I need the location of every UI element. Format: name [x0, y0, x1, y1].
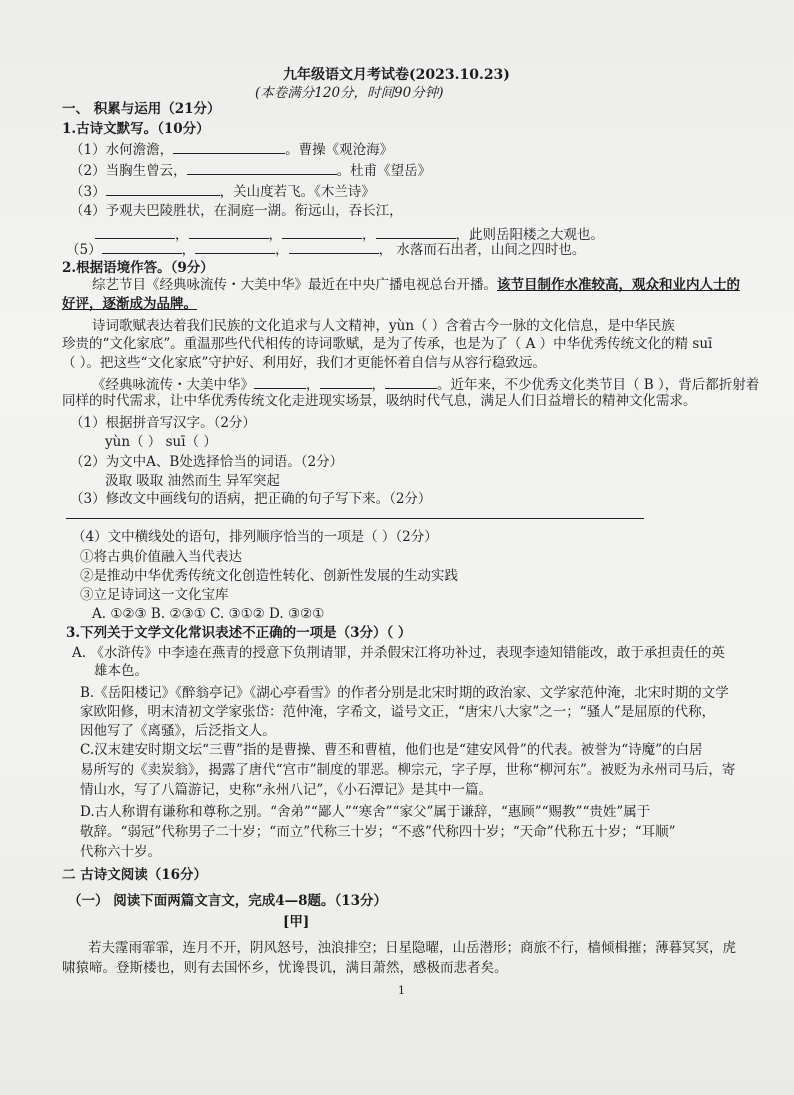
option-item: ②是推动中华优秀传统文化创造性转化、创新性发展的生动实践 [80, 568, 458, 584]
option-paragraph-line[interactable]: B.《岳阳楼记》《醉翁亭记》《湖心亭看雪》的作者分别是北宋时期的政治家、文学家范仲淹，北宋时期的文学 [80, 685, 729, 701]
answer-blank[interactable] [282, 224, 362, 239]
question-title: 3.下列关于文学文化常识表述不正确的一项是（3分）（ ） [66, 625, 412, 641]
passage-line: （ ）。把这些“文化家底”守护好、利用好，我们才更能怀着自信与从容行稳致远。 [62, 355, 546, 371]
underlined-sentence: 该节目制作水准较高，观众和业内人士的 [497, 277, 740, 293]
answer-blank[interactable] [195, 239, 275, 254]
question-line: （2）当胸生曾云， 。杜甫《望岳》 [70, 160, 431, 180]
question-line: （1）水何澹澹， 。曹操《观沧海》 [70, 139, 393, 159]
passage-line: 珍贵的“文化家底”。重温那些代代相传的诗词歌赋，是为了传承，也是为了（ A ）中华优秀传统文化的精 suī [62, 336, 713, 352]
answer-blank[interactable] [187, 160, 337, 175]
passage-line: 综艺节目《经典咏流传・大美中华》最近在中央广播电视总台开播。该节目制作水准较高，观众和业内人士的 [92, 277, 740, 293]
page-number: 1 [398, 984, 405, 997]
classical-text-line: 若夫霪雨霏霏，连月不开，阴风怒号，浊浪排空；日星隐曜，山岳潜形；商旅不行，樯倾楫摧；薄暮冥冥，虎 [88, 940, 736, 956]
answer-blank[interactable] [173, 139, 285, 154]
subquestion: （3）修改文中画线句的语病，把正确的句子写下来。（2分） [70, 491, 432, 507]
subquestion: （2）为文中A、B处选择恰当的词语。（2分） [70, 454, 344, 470]
option-paragraph-line: 家欧阳修，明末清初文学家张岱：范仲淹，字希文，谥号文正，“唐宋八大家”之一；“骚人”是屈原的代称， [80, 704, 716, 720]
choice-row[interactable]: A. ①②③ B. ②③① C. ③①② D. ③②① [92, 606, 325, 622]
answer-blank[interactable] [289, 239, 379, 254]
pinyin-answer-line[interactable]: yùn（ ） suī（ ） [105, 434, 217, 450]
answer-blank[interactable] [376, 224, 456, 239]
underlined-sentence: 好评，逐渐成为品牌。 [62, 296, 197, 312]
option-paragraph-line[interactable]: C.汉末建安时期文坛“三曹”指的是曹操、曹丕和曹植，他们也是“建安风骨”的代表。被誉为“诗魔”的白居 [80, 742, 703, 758]
option-paragraph-line[interactable]: D.古人称谓有谦称和尊称之别。“舍弟”“鄙人”“寒舍”“家父”属于谦辞，“惠顾”“赐教”“贵姓”属于 [80, 804, 651, 820]
passage-line: 同样的时代需求，让中华优秀传统文化走进现实场景，吸纳时代气息，满足人们日益增长的精神文化需求。 [62, 393, 697, 409]
question-line: ， ， ， ，此则岳阳楼之大观也。 [95, 224, 604, 244]
answer-line[interactable] [66, 518, 644, 519]
option-item: ①将古典价值融入当代表达 [80, 549, 242, 565]
option-item: ③立足诗词这一文化宝库 [80, 587, 229, 603]
subquestion: （1）根据拼音写汉字。（2分） [70, 415, 256, 431]
option-paragraph-line: 易所写的《卖炭翁》，揭露了唐代“宫市”制度的罪恶。柳宗元，字子厚，世称“柳河东”。被贬为永州司马后，寄 [80, 762, 736, 778]
option-paragraph-line: 代称六十岁。 [80, 844, 161, 860]
option-paragraph-line[interactable]: A. 《水浒传》中李逵在燕青的授意下负荆请罪，并杀假宋江将功补过，表现李逵知错能改，敢于承担责任的英 [72, 645, 725, 661]
exam-subtitle: (本卷满分120分，时间90分钟) [255, 85, 444, 101]
answer-blank[interactable] [385, 374, 437, 389]
option-paragraph-line: 雄本色。 [94, 663, 148, 679]
passage-line: 《经典咏流传・大美中华》 ， ， 。近年来，不少优秀文化类节目（ B ），背后都折射着 [92, 374, 759, 394]
answer-blank[interactable] [106, 181, 220, 196]
reading-instruction: （一） 阅读下面两篇文言文，完成4—8题。（13分） [68, 893, 388, 909]
question-line: （3） ，关山度若飞。《木兰诗》 [70, 181, 375, 201]
subquestion: （4）文中横线处的语句，排列顺序恰当的一项是（ ）（2分） [72, 529, 438, 545]
question-title: 2.根据语境作答。（9分） [62, 260, 214, 276]
passage-line: 诗词歌赋表达着我们民族的文化追求与人文精神，yùn（ ）含着古今一脉的文化信息，是中华民族 [92, 318, 675, 334]
exam-title: 九年级语文月考试卷(2023.10.23) [283, 67, 510, 83]
answer-blank[interactable] [102, 239, 182, 254]
option-paragraph-line: 因他写了《离骚》，后泛指文人。 [80, 723, 276, 739]
answer-blank[interactable] [189, 224, 269, 239]
answer-blank[interactable] [95, 224, 175, 239]
option-paragraph-line: 敬辞。“弱冠”代称男子二十岁；“而立”代称三十岁；“不惑”代称四十岁；“天命”代称五十岁；“耳顺” [80, 824, 676, 840]
answer-blank[interactable] [320, 374, 372, 389]
answer-blank[interactable] [254, 374, 306, 389]
question-title: 1.古诗文默写。（10分） [62, 121, 210, 137]
classical-text-line: 啸猿啼。登斯楼也，则有去国怀乡，忧谗畏讥，满目萧然，感极而悲者矣。 [62, 960, 508, 976]
section-heading: 一、 积累与运用（21分） [62, 101, 221, 117]
question-line: （5） ， ， ， 水落而石出者，山间之四时也。 [66, 239, 585, 259]
text-label: [甲] [283, 914, 310, 930]
word-options: 汲取 吸取 油然而生 异军突起 [105, 473, 280, 489]
section-heading: 二 古诗文阅读（16分） [62, 867, 207, 883]
question-line: （4）予观夫巴陵胜状，在洞庭一湖。衔远山，吞长江， [70, 203, 403, 219]
option-paragraph-line: 情山水，写了八篇游记，史称“永州八记”，《小石潭记》是其中一篇。 [80, 782, 493, 798]
